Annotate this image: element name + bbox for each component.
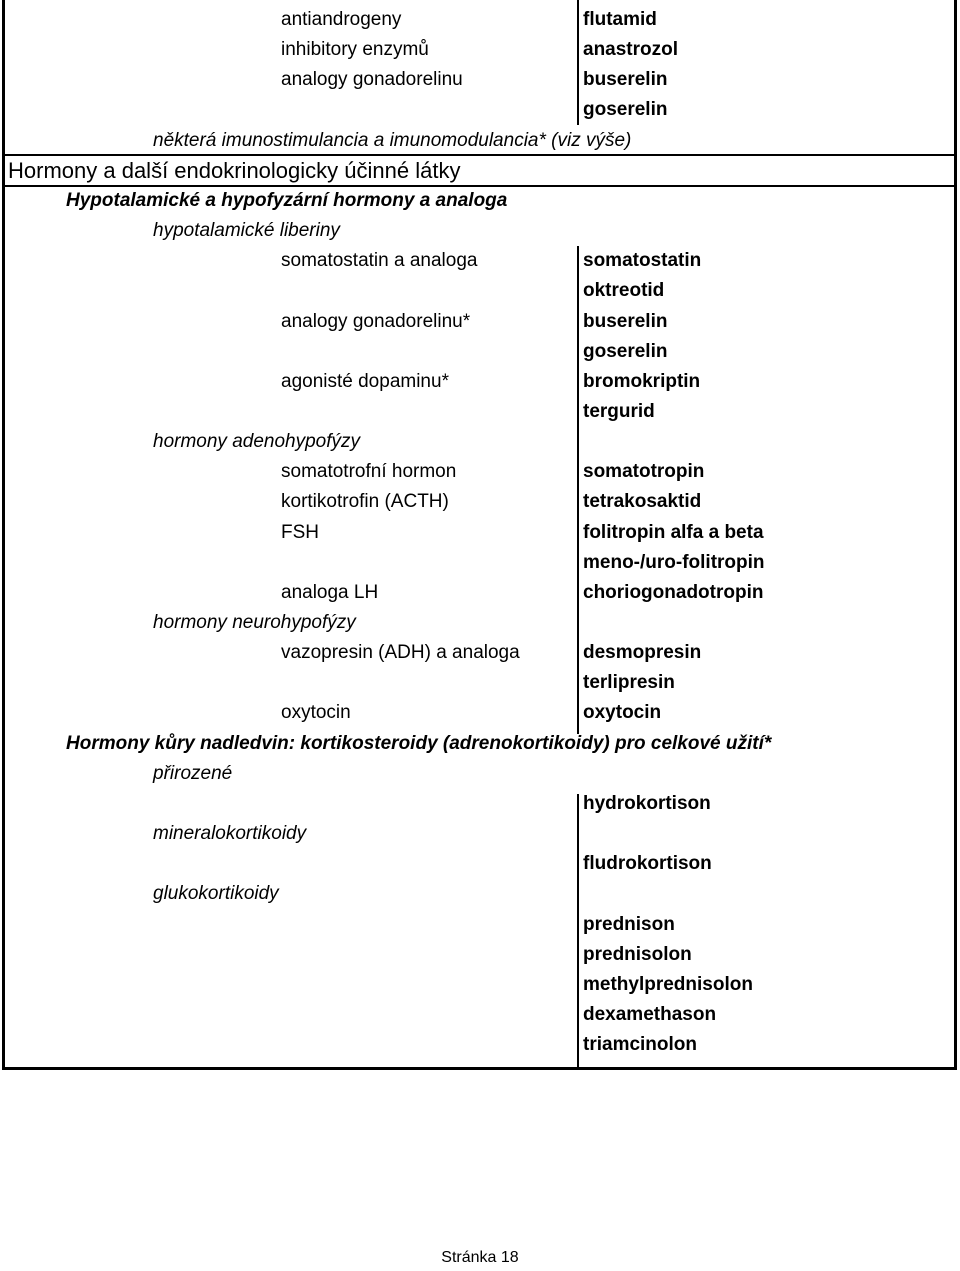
table-row <box>0 849 960 879</box>
category-label: hormony adenohypofýzy <box>153 431 361 453</box>
table-row <box>0 487 960 517</box>
drug-name: somatostatin <box>583 250 702 272</box>
category-label: oxytocin <box>281 702 351 724</box>
drug-name: hydrokortison <box>583 792 711 814</box>
category-label: některá imunostimulancia a imunomodulancia* (viz výše) <box>153 129 632 151</box>
table-row <box>0 578 960 608</box>
category-label: antiandrogeny <box>281 9 402 30</box>
drug-name: goserelin <box>583 340 668 362</box>
table-row <box>0 518 960 548</box>
table-row <box>0 608 960 638</box>
table-row <box>0 276 960 306</box>
category-label: Hormony a další endokrinologicky účinné látky <box>8 157 461 183</box>
category-label: kortikotrofin (ACTH) <box>281 491 449 513</box>
drug-name: somatotropin <box>583 461 705 483</box>
table-row <box>0 307 960 337</box>
table-row <box>0 95 960 125</box>
table-row <box>0 698 960 728</box>
table-row <box>0 789 960 819</box>
table-row <box>0 246 960 276</box>
page-number: Stránka 18 <box>441 1249 519 1266</box>
table-row <box>0 729 960 759</box>
category-label: analogy gonadorelinu <box>281 69 463 91</box>
table-row <box>0 668 960 698</box>
table-row <box>0 367 960 397</box>
drug-name: meno-/uro-folitropin <box>583 551 765 573</box>
category-label: hypotalamické liberiny <box>153 220 340 242</box>
category-label: somatotrofní hormon <box>281 461 457 483</box>
category-label: přirozené <box>153 762 233 784</box>
category-label: Hormony kůry nadledvin: kortikosteroidy (adrenokortikoidy) pro celkové užití* <box>66 732 772 754</box>
table-row <box>0 940 960 970</box>
drug-name: choriogonadotropin <box>583 581 764 603</box>
table-row <box>0 819 960 849</box>
table-row <box>0 970 960 1000</box>
category-label: agonisté dopaminu* <box>281 370 449 392</box>
drug-name: dexamethason <box>583 1003 717 1025</box>
drug-name: buserelin <box>583 69 668 91</box>
drug-name: buserelin <box>583 310 668 332</box>
drug-name: oxytocin <box>583 702 662 724</box>
category-label: inhibitory enzymů <box>281 39 429 61</box>
category-label: glukokortikoidy <box>153 883 279 905</box>
drug-name: bromokriptin <box>583 370 701 392</box>
table-row <box>0 638 960 668</box>
category-label: somatostatin a analoga <box>281 250 478 272</box>
drug-name: prednison <box>583 913 675 935</box>
table-row <box>0 186 960 216</box>
table-row <box>0 5 960 35</box>
drug-name: triamcinolon <box>583 1034 698 1056</box>
table-row <box>0 35 960 65</box>
table-row <box>0 879 960 909</box>
table-row <box>0 337 960 367</box>
drug-name: tetrakosaktid <box>583 491 702 513</box>
table-row <box>0 1030 960 1060</box>
category-label: analogy gonadorelinu* <box>281 310 471 332</box>
table-row <box>0 910 960 940</box>
drug-name: folitropin alfa a beta <box>583 521 764 543</box>
category-label: Hypotalamické a hypofyzární hormony a analoga <box>66 189 508 211</box>
drug-name: fludrokortison <box>583 853 712 875</box>
table-row <box>0 156 960 186</box>
table-row <box>0 65 960 95</box>
category-label: hormony neurohypofýzy <box>153 612 356 633</box>
table-row <box>0 759 960 789</box>
drug-name: tergurid <box>583 400 655 422</box>
table-row <box>0 397 960 427</box>
drug-name: desmopresin <box>583 642 702 664</box>
drug-name: anastrozol <box>583 39 679 61</box>
category-label: FSH <box>281 521 319 543</box>
table-row <box>0 126 960 156</box>
table-row <box>0 1000 960 1030</box>
category-label: vazopresin (ADH) a analoga <box>281 642 520 664</box>
table-row <box>0 427 960 457</box>
table-row <box>0 216 960 246</box>
drug-name: goserelin <box>583 99 668 121</box>
drug-name: methylprednisolon <box>583 973 753 995</box>
category-label: analoga LH <box>281 581 379 603</box>
table-row <box>0 457 960 487</box>
drug-name: terlipresin <box>583 672 675 694</box>
drug-name: oktreotid <box>583 280 665 302</box>
table-row <box>0 548 960 578</box>
table-bottom-border <box>2 1067 957 1070</box>
drug-name: flutamid <box>583 9 657 30</box>
drug-name: prednisolon <box>583 943 692 965</box>
category-label: mineralokortikoidy <box>153 823 307 845</box>
